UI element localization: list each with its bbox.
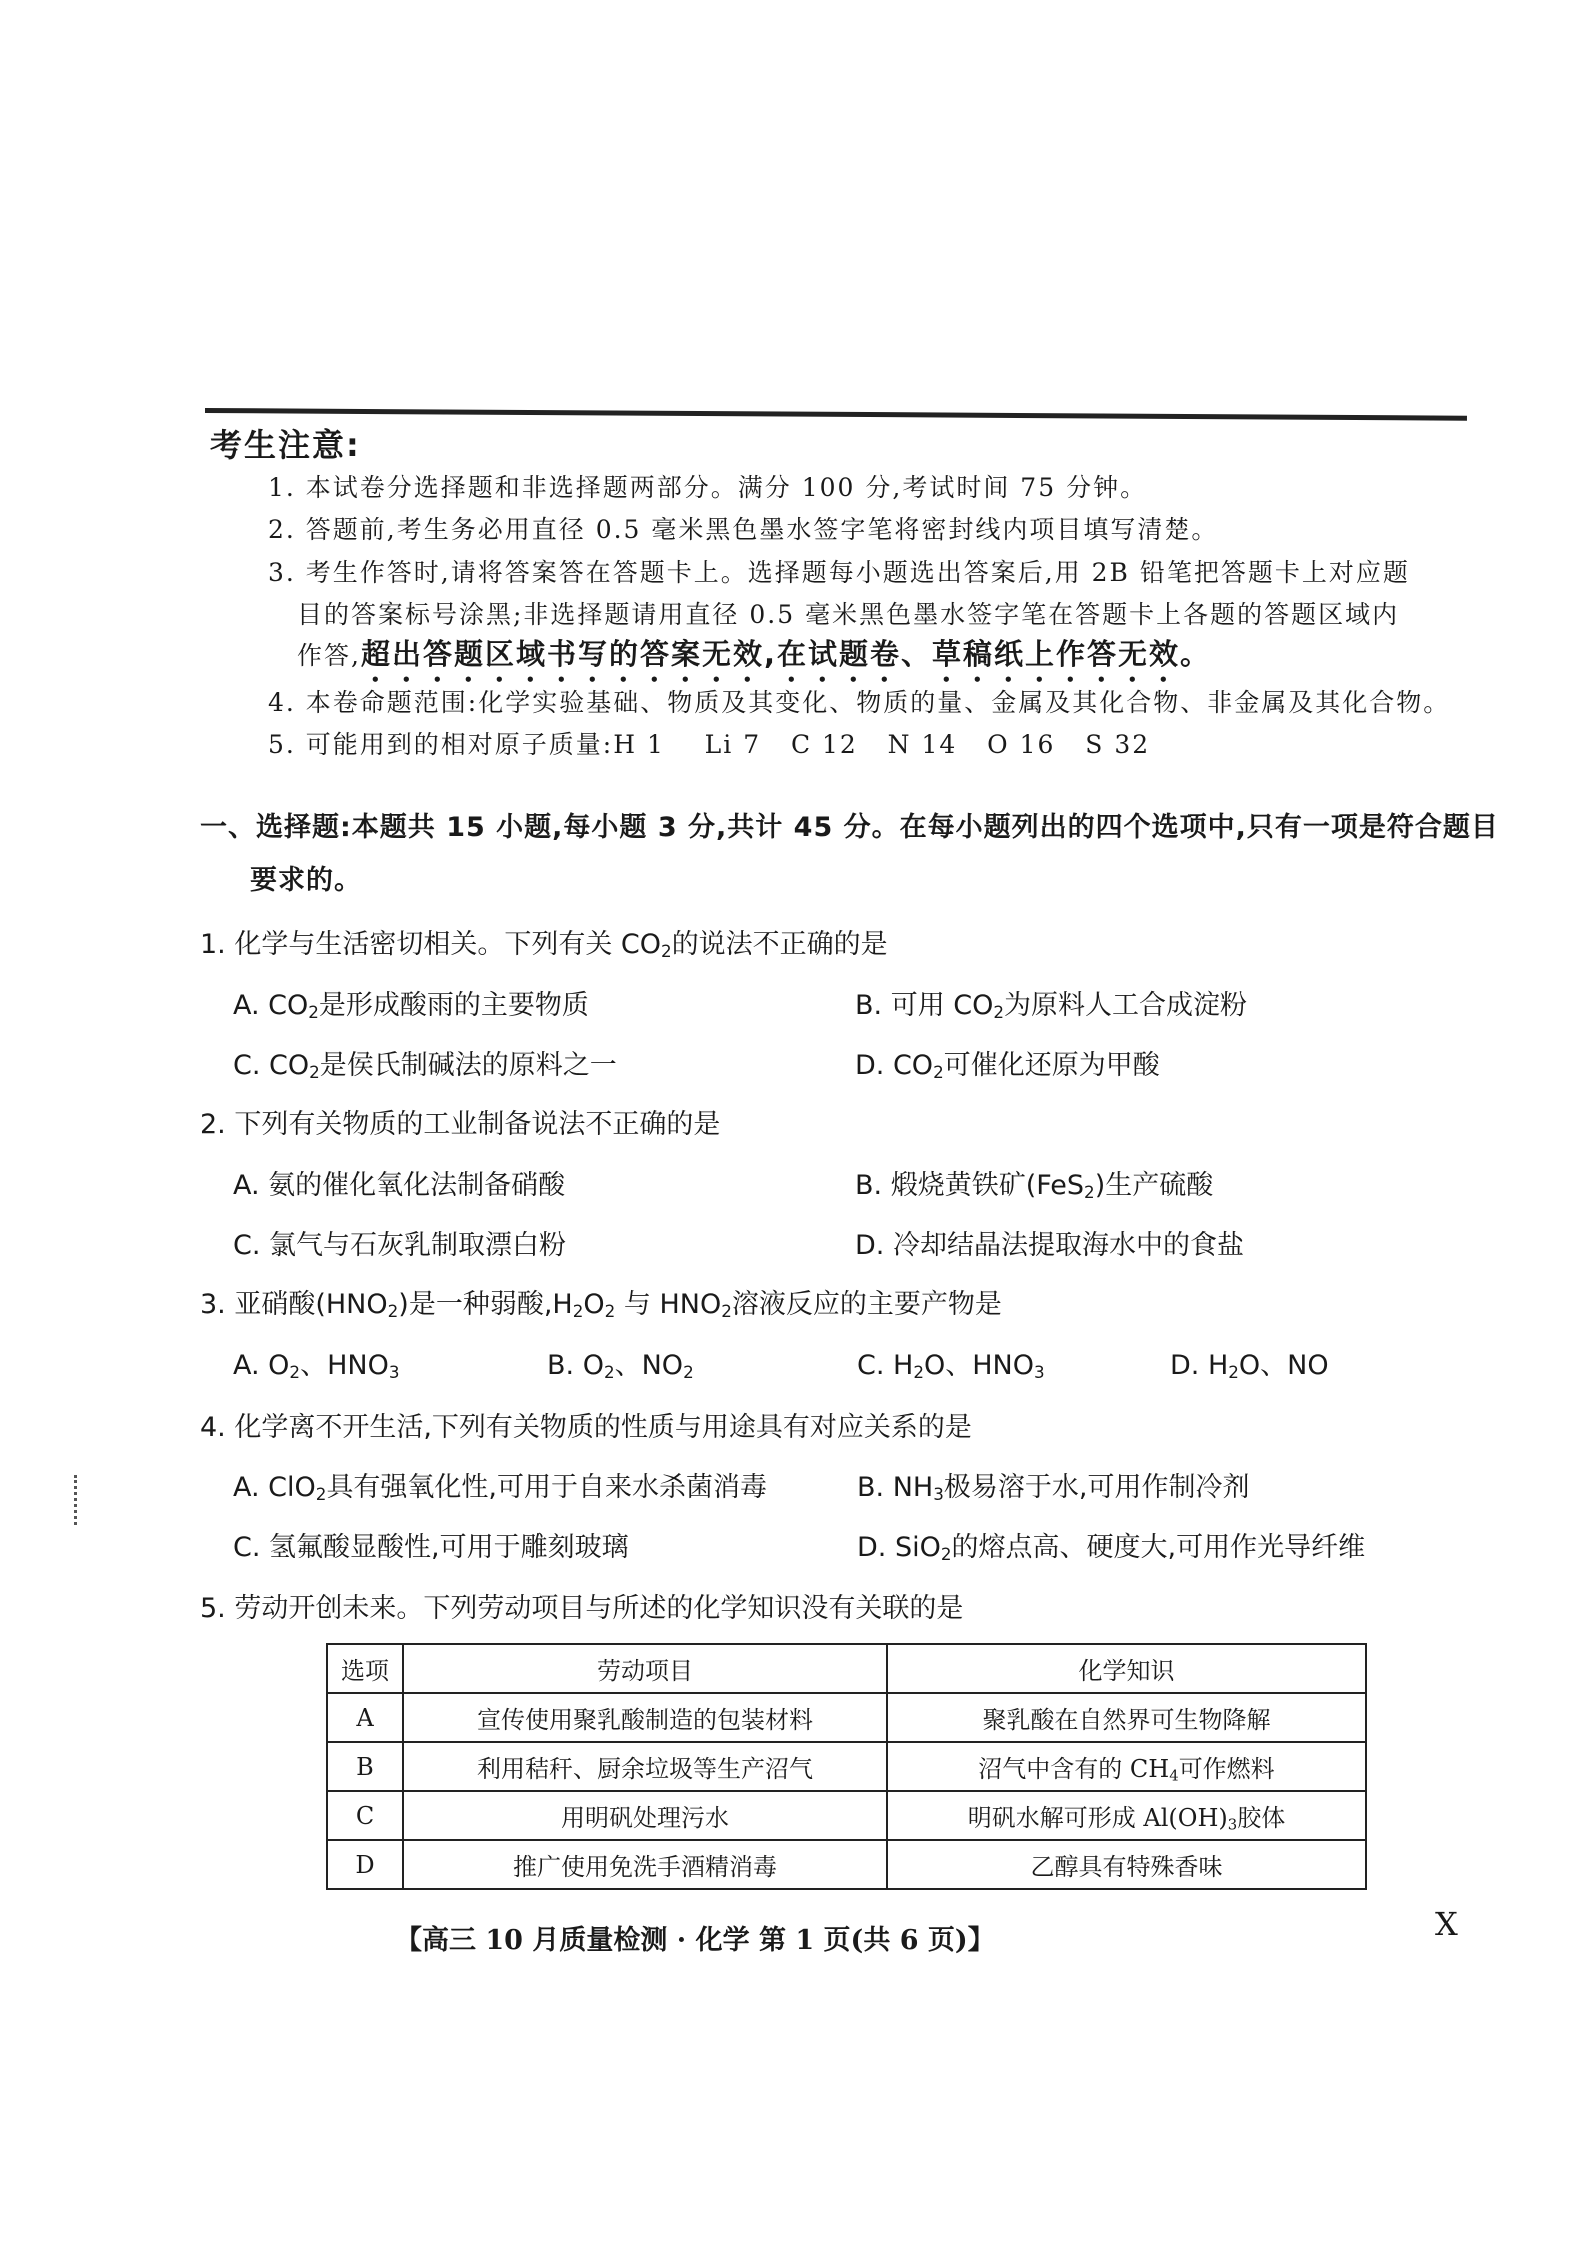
- q4d-tail: 的熔点高、硬度大,可用作光导纤维: [951, 1532, 1366, 1563]
- knowledge-tail: 可作燃料: [1178, 1755, 1275, 1783]
- q3c-text2: O、HNO: [923, 1350, 1034, 1381]
- table-cell-option: B: [327, 1742, 403, 1791]
- q3-part-0: 3. 亚硝酸(HNO: [200, 1289, 388, 1320]
- q4a-tail: 具有强氧化性,可用于自来水杀菌消毒: [326, 1472, 768, 1503]
- knowledge-tail: 胶体: [1237, 1804, 1286, 1832]
- q3c-sub2: 3: [1034, 1362, 1045, 1383]
- q2b-tail: )生产硫酸: [1094, 1170, 1214, 1201]
- q1c-text: C. CO: [233, 1050, 310, 1081]
- table-cell-knowledge: [887, 1791, 1366, 1840]
- knowledge-text: 沼气中含有的 CH: [978, 1755, 1170, 1783]
- knowledge-text: 明矾水解可形成 Al(OH): [967, 1804, 1228, 1832]
- q4a-text: A. ClO: [233, 1472, 316, 1503]
- q1d-tail: 可催化还原为甲酸: [943, 1050, 1160, 1081]
- q3b-sub: 2: [603, 1362, 615, 1383]
- notice-item-3-line3: [297, 632, 1211, 689]
- q3-part-4: O: [583, 1289, 605, 1320]
- q4b-sub: 3: [933, 1484, 944, 1505]
- notice-item-3-prefix: 作答,: [297, 641, 361, 670]
- q1-option-c: [233, 1043, 617, 1082]
- q1b-sub: 2: [993, 1002, 1005, 1023]
- q2b-sub: 2: [1084, 1182, 1095, 1203]
- q3-option-d: [1170, 1343, 1329, 1382]
- q3-option-b: [547, 1343, 694, 1382]
- q1a-tail: 是形成酸雨的主要物质: [318, 990, 589, 1021]
- table-cell-project: 推广使用免洗手酒精消毒: [403, 1840, 887, 1889]
- q3-option-c: [857, 1343, 1045, 1382]
- notice-item-5: 5. 可能用到的相对原子质量:H 1 Li 7 C 12 N 14 O 16 S 32: [268, 730, 1151, 759]
- table-row: [327, 1840, 1366, 1889]
- q1a-text: A. CO: [233, 990, 309, 1021]
- q2-option-c: C. 氯气与石灰乳制取漂白粉: [233, 1230, 567, 1261]
- q1-option-d: [855, 1043, 1160, 1082]
- q2-option-d: D. 冷却结晶法提取海水中的食盐: [855, 1230, 1244, 1261]
- notice-title: 考生注意:: [210, 426, 361, 464]
- section-heading-cont: 要求的。: [250, 865, 362, 896]
- table-cell-knowledge: 聚乳酸在自然界可生物降解: [887, 1693, 1366, 1742]
- question-4-stem: 4. 化学离不开生活,下列有关物质的性质与用途具有对应关系的是: [200, 1412, 972, 1443]
- question-2-stem: 2. 下列有关物质的工业制备说法不正确的是: [200, 1109, 721, 1140]
- notice-item-3-line1: 3. 考生作答时,请将答案答在答题卡上。选择题每小题选出答案后,用 2B 铅笔把答题卡上对应题: [268, 558, 1410, 587]
- table-cell-project: 用明矾处理污水: [403, 1791, 887, 1840]
- header-rule: [205, 408, 1467, 421]
- q4d-text: D. SiO: [857, 1532, 941, 1563]
- q3-sub-7: 2: [721, 1301, 732, 1322]
- knowledge-sub: 4: [1169, 1766, 1179, 1785]
- binding-dots: [74, 1475, 83, 1525]
- notice-item-4: 4. 本卷命题范围:化学实验基础、物质及其变化、物质的量、金属及其化合物、非金属及其化合物。: [268, 688, 1451, 717]
- page-footer: 【高三 10 月质量检测 · 化学 第 1 页(共 6 页)】: [395, 1925, 995, 1956]
- table-header-knowledge: 化学知识: [887, 1644, 1366, 1693]
- table-cell-knowledge: 乙醇具有特殊香味: [887, 1840, 1366, 1889]
- q4b-tail: 极易溶于水,可用作制冷剂: [943, 1472, 1250, 1503]
- notice-emphasis: 超出答题区域书写的答案无效,在试题卷、草稿纸上作答无效。: [360, 637, 1211, 671]
- q1-stem-text: 1. 化学与生活密切相关。下列有关 CO: [200, 929, 662, 960]
- q3b-sub2: 2: [683, 1362, 694, 1383]
- q4-option-c: C. 氢氟酸显酸性,可用于雕刻玻璃: [233, 1532, 629, 1563]
- q1-option-b: [855, 983, 1247, 1022]
- q2-option-a: A. 氨的催化氧化法制备硝酸: [233, 1170, 566, 1201]
- q4-option-b: [857, 1465, 1249, 1504]
- q4b-text: B. NH: [857, 1472, 934, 1503]
- q3-sub-1: 2: [387, 1301, 399, 1322]
- q3b-text: B. O: [547, 1350, 604, 1381]
- table-cell-option: D: [327, 1840, 403, 1889]
- q3c-sub: 2: [913, 1362, 924, 1383]
- q1d-text: D. CO: [855, 1050, 934, 1081]
- q3-part-2: )是一种弱酸,H: [398, 1289, 573, 1320]
- q3b-text2: 、NO: [614, 1350, 684, 1381]
- q3-option-a: [233, 1343, 400, 1382]
- table-row: [327, 1693, 1366, 1742]
- q1-stem-sub: 2: [661, 941, 672, 962]
- table-header-row: [327, 1644, 1366, 1693]
- knowledge-sub: 3: [1227, 1815, 1238, 1834]
- corner-mark: X: [1435, 1905, 1458, 1943]
- q3d-text: D. H: [1170, 1350, 1229, 1381]
- section-heading: 一、选择题:本题共 15 小题,每小题 3 分,共计 45 分。在每小题列出的四个选项中,只有一项是符合题目: [200, 812, 1499, 843]
- q1a-sub: 2: [308, 1002, 319, 1023]
- q1b-text: B. 可用 CO: [855, 990, 994, 1021]
- q1d-sub: 2: [933, 1062, 944, 1083]
- q4-option-a: [233, 1465, 767, 1504]
- q2-option-b: [855, 1163, 1213, 1202]
- labor-table: [326, 1643, 1367, 1890]
- notice-item-2: 2. 答题前,考生务必用直径 0.5 毫米黑色墨水签字笔将密封线内项目填写清楚。: [268, 515, 1219, 544]
- question-3-stem: [200, 1282, 1002, 1321]
- table-cell-option: A: [327, 1693, 403, 1742]
- q2b-text: B. 煅烧黄铁矿(FeS: [855, 1170, 1085, 1201]
- q3d-sub: 2: [1228, 1362, 1239, 1383]
- question-1-stem: [200, 922, 888, 961]
- q3a-sub2: 3: [388, 1362, 400, 1383]
- q4d-sub: 2: [940, 1544, 952, 1565]
- q3a-text2: 、HNO: [300, 1350, 389, 1381]
- table-cell-project: 利用秸秆、厨余垃圾等生产沼气: [403, 1742, 887, 1791]
- table-cell-option: C: [327, 1791, 403, 1840]
- table-header-option: 选项: [327, 1644, 403, 1693]
- q3c-text: C. H: [857, 1350, 914, 1381]
- q3a-text: A. O: [233, 1350, 290, 1381]
- notice-item-1: 1. 本试卷分选择题和非选择题两部分。满分 100 分,考试时间 75 分钟。: [268, 473, 1148, 502]
- q1b-tail: 为原料人工合成淀粉: [1004, 990, 1248, 1021]
- q3-part-6: 与 HNO: [615, 1289, 722, 1320]
- q3d-text2: O、NO: [1238, 1350, 1329, 1381]
- table-header-project: 劳动项目: [403, 1644, 887, 1693]
- q3-sub-5: 2: [604, 1301, 616, 1322]
- table-cell-knowledge: [887, 1742, 1366, 1791]
- table-cell-project: 宣传使用聚乳酸制造的包装材料: [403, 1693, 887, 1742]
- q1-option-a: [233, 983, 589, 1022]
- q3-part-8: 溶液反应的主要产物是: [731, 1289, 1002, 1320]
- table-row: [327, 1791, 1366, 1840]
- question-5-stem: 5. 劳动开创未来。下列劳动项目与所述的化学知识没有关联的是: [200, 1593, 964, 1624]
- q1-stem-tail: 的说法不正确的是: [671, 929, 888, 960]
- q1c-sub: 2: [309, 1062, 320, 1083]
- q4a-sub: 2: [315, 1484, 327, 1505]
- q3a-sub: 2: [289, 1362, 301, 1383]
- q1c-tail: 是侯氏制碱法的原料之一: [319, 1050, 617, 1081]
- notice-item-3-line2: 目的答案标号涂黑;非选择题请用直径 0.5 毫米黑色墨水签字笔在答题卡上各题的答题区域内: [297, 600, 1400, 629]
- q3-sub-3: 2: [572, 1301, 584, 1322]
- q4-option-d: [857, 1525, 1365, 1564]
- table-row: [327, 1742, 1366, 1791]
